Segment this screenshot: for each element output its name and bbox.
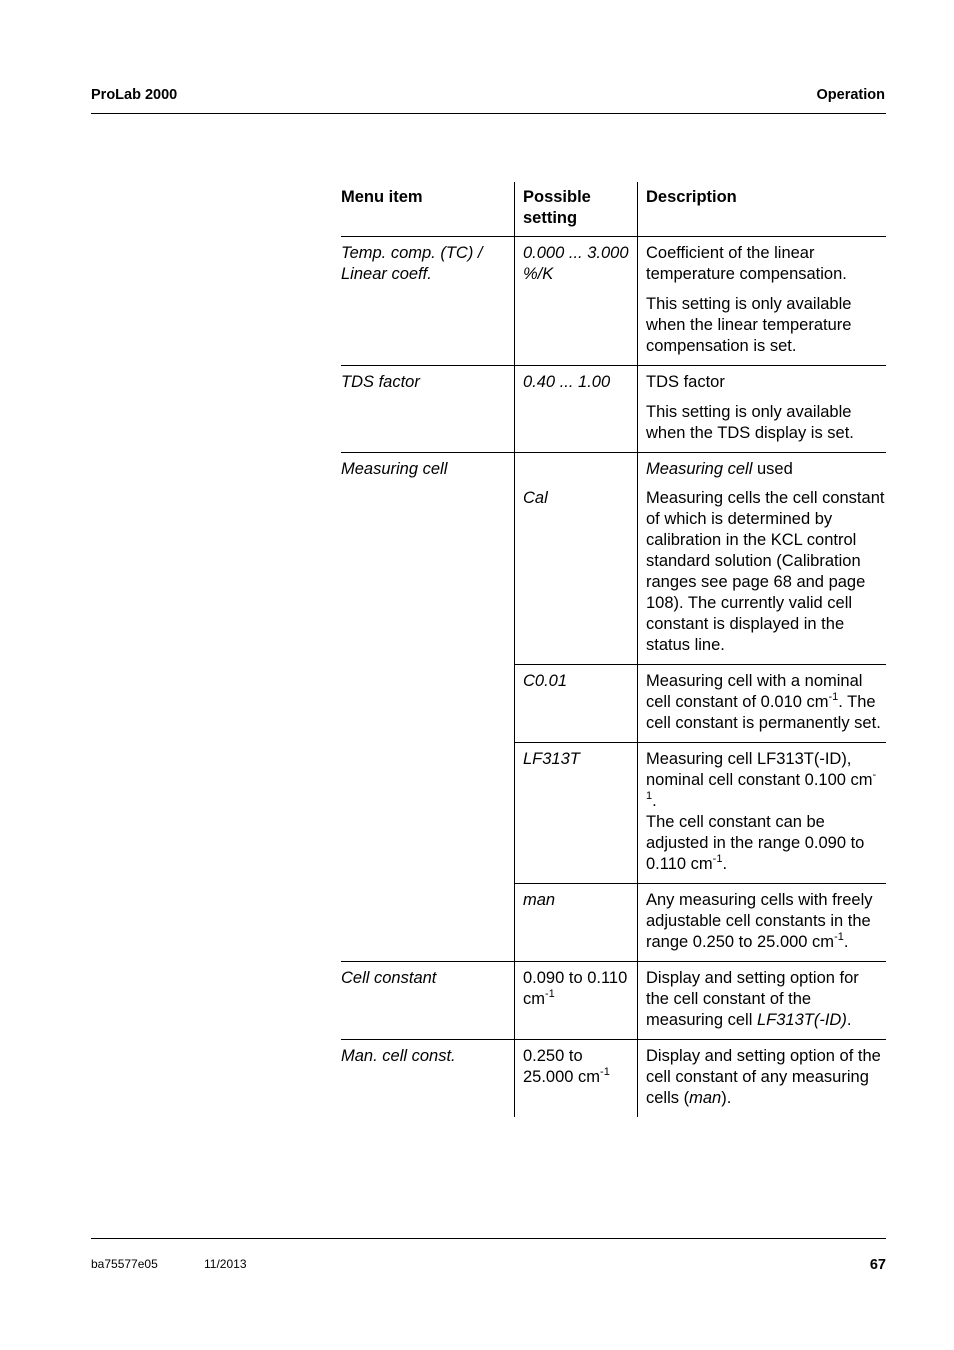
description-text: ).: [721, 1089, 732, 1107]
description: [637, 962, 886, 1039]
header-rule: [91, 113, 886, 114]
option-row: [514, 884, 886, 961]
setting: 0.000 ... 3.000 %/K: [514, 237, 637, 365]
table-header-row: [341, 182, 886, 237]
option-row: [514, 743, 886, 884]
description: [637, 743, 886, 883]
menu-item: Measuring cell: [341, 460, 448, 478]
col-header-description: Description: [637, 182, 886, 236]
setting: C0.01: [514, 665, 637, 742]
footer-date: 11/2013: [204, 1257, 247, 1271]
setting: man: [514, 884, 637, 961]
setting: 0.40 ... 1.00: [514, 366, 637, 452]
description: [637, 366, 886, 452]
table-row-measuring-cell: [341, 453, 886, 962]
header-product: ProLab 2000: [91, 87, 178, 103]
setting-text: 0.090 to 0.110 cm: [523, 969, 628, 1008]
description-text: Display and setting option of the cell constant of any measuring cells (: [646, 1047, 881, 1107]
description-text: Any measuring cells with freely adjustable cell constants in the range 0.250 to 25.000 cm: [646, 891, 873, 951]
header-section: Operation: [816, 87, 885, 103]
description-emphasis: LF313T(-ID): [756, 1011, 847, 1029]
table-row: [341, 962, 886, 1040]
setting: [514, 962, 637, 1039]
description: [637, 453, 886, 486]
table-row: [341, 366, 886, 453]
description: Measuring cells the cell constant of which is determined by calibration in the KCL control standard solution (Calibration ranges see page 68 and page 108). The currently valid cell constant is displayed in the status line.: [637, 486, 886, 664]
superscript: -1: [834, 930, 844, 943]
description-emphasis: Measuring cell: [646, 460, 753, 478]
description-text: Display and setting option for the cell constant of the measuring cell: [646, 969, 859, 1029]
page-number: 67: [869, 1257, 886, 1273]
col-header-menu-item: Menu item: [341, 188, 423, 206]
table-row: [341, 237, 886, 366]
menu-item: Temp. comp. (TC) / Linear coeff.: [341, 244, 483, 283]
setting: Cal: [514, 486, 637, 664]
description-text: .: [652, 792, 657, 810]
description-text: .: [722, 855, 728, 873]
description-text: .: [846, 1011, 852, 1029]
footer-doc-code: ba75577e05: [91, 1257, 158, 1271]
description-text: used: [752, 460, 793, 478]
superscript: -1: [828, 690, 839, 703]
superscript: -1: [545, 987, 555, 1000]
description: [637, 665, 886, 742]
setting: [514, 1040, 637, 1117]
description: [637, 237, 886, 365]
description-text: Measuring cell LF313T(-ID), nominal cell constant 0.100 cm: [646, 750, 873, 789]
option-row: [514, 486, 886, 665]
settings-table: [341, 182, 886, 1117]
setting-text: 0.250 to 25.000 cm: [523, 1047, 601, 1086]
description-emphasis: man: [689, 1089, 722, 1107]
description-note: This setting is only available when the TDS display is set.: [646, 403, 854, 442]
table-row: [341, 1040, 886, 1117]
description: [637, 1040, 886, 1117]
option-row: [514, 665, 886, 743]
superscript: -1: [600, 1065, 610, 1078]
description-text: .: [843, 933, 849, 951]
description-text: . The cell constant is permanently set.: [646, 693, 881, 732]
description: [637, 884, 886, 961]
description-text: Coefficient of the linear temperature compensation.: [646, 244, 847, 283]
setting: LF313T: [514, 743, 637, 883]
description-text: The cell constant can be adjusted in the range 0.090 to 0.110 cm: [646, 813, 865, 873]
option-row: [514, 453, 886, 486]
footer-rule: [91, 1238, 886, 1239]
superscript: -1: [712, 852, 723, 865]
menu-item: TDS factor: [341, 373, 420, 391]
menu-item: Man. cell const.: [341, 1047, 456, 1065]
col-header-setting: Possible setting: [514, 182, 637, 236]
description-text: TDS factor: [646, 373, 725, 391]
superscript: -1: [646, 768, 877, 802]
menu-item: Cell constant: [341, 969, 437, 987]
description-note: This setting is only available when the linear temperature compensation is set.: [646, 295, 852, 355]
setting: [514, 453, 637, 486]
description-text: Measuring cell with a nominal cell constant of 0.010 cm: [646, 672, 863, 711]
measuring-cell-options: [514, 453, 886, 961]
